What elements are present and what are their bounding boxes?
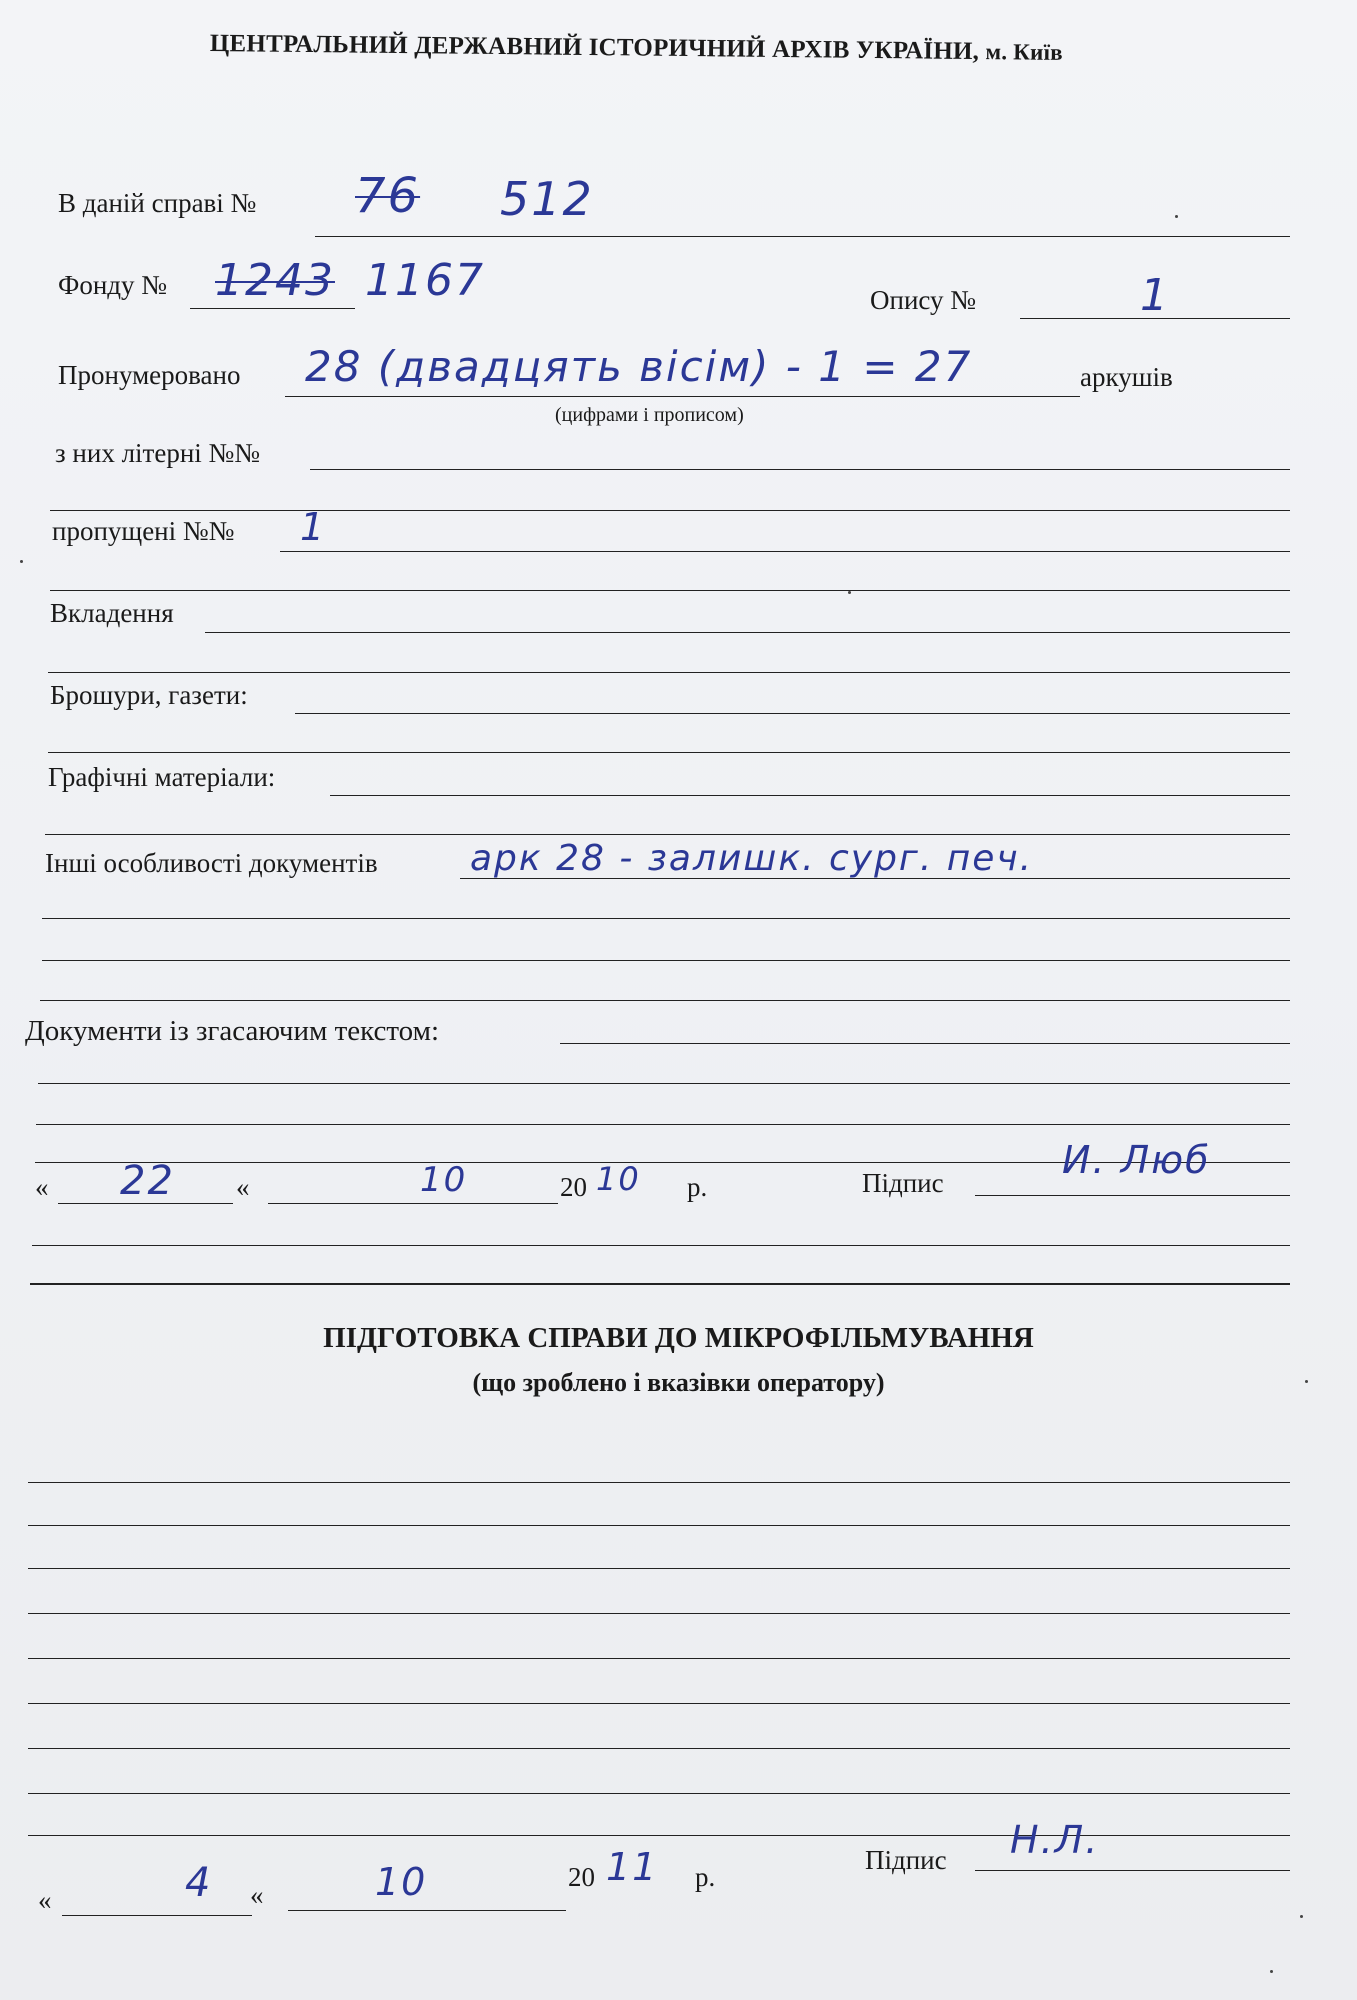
blank-line bbox=[50, 510, 1290, 511]
blank-line bbox=[28, 1482, 1290, 1483]
paper-speck bbox=[1300, 1915, 1303, 1918]
case-value: 512 bbox=[500, 172, 594, 226]
date1-month: 10 bbox=[420, 1160, 468, 1200]
date1-signature: И. Люб bbox=[1062, 1138, 1211, 1182]
paper-speck bbox=[848, 591, 851, 594]
blank-line bbox=[42, 960, 1290, 961]
blank-line bbox=[40, 1000, 1290, 1001]
blank-line bbox=[28, 1525, 1290, 1526]
blank-line bbox=[28, 1703, 1290, 1704]
date1-signature-label: Підпис bbox=[862, 1168, 944, 1198]
brochures-line bbox=[295, 713, 1290, 714]
fond-old-value: 1243 bbox=[215, 255, 335, 306]
fond-label: Фонду № bbox=[58, 270, 168, 300]
blank-line bbox=[36, 1124, 1290, 1125]
blank-line bbox=[28, 1835, 1290, 1836]
case-line bbox=[315, 236, 1290, 237]
skipped-value: 1 bbox=[300, 505, 327, 549]
date1-signature-line bbox=[975, 1195, 1290, 1196]
blank-line bbox=[28, 1748, 1290, 1749]
paper-speck bbox=[20, 560, 23, 563]
fond-line bbox=[190, 308, 355, 309]
skipped-line bbox=[280, 551, 1290, 552]
other-label: Інші особливості документів bbox=[45, 848, 378, 878]
other-value: арк 28 - залишк. сург. печ. bbox=[470, 838, 1034, 879]
blank-line bbox=[28, 1568, 1290, 1569]
fading-line bbox=[560, 1043, 1290, 1044]
numbered-hint: (цифрами і прописом) bbox=[555, 404, 744, 426]
numbered-value: 28 (двадцять вісім) - 1 = 27 bbox=[305, 342, 973, 391]
skipped-label: пропущені №№ bbox=[52, 516, 235, 546]
paper-speck bbox=[1175, 215, 1178, 218]
blank-line bbox=[45, 834, 1290, 835]
case-old-value: 76 bbox=[355, 168, 421, 224]
date2-day-line bbox=[62, 1915, 252, 1916]
blank-line bbox=[50, 590, 1290, 591]
graphic-label: Графічні матеріали: bbox=[48, 762, 276, 792]
attachments-label: Вкладення bbox=[50, 598, 174, 628]
date2-year-prefix: 20 bbox=[568, 1862, 595, 1892]
date1-year-label: р. bbox=[687, 1172, 708, 1202]
fond-value: 1167 bbox=[365, 255, 485, 306]
fading-label: Документи із згасаючим текстом: bbox=[25, 1015, 440, 1047]
archive-name: ЦЕНТРАЛЬНИЙ ДЕРЖАВНИЙ ІСТОРИЧНИЙ АРХІВ УКРАЇНИ, bbox=[209, 30, 980, 66]
date1-close-quote: « bbox=[236, 1172, 250, 1202]
date1-year-suffix: 10 bbox=[596, 1160, 641, 1198]
date2-year-suffix: 11 bbox=[606, 1845, 659, 1889]
blank-line bbox=[38, 1083, 1290, 1084]
case-label: В даній справі № bbox=[58, 188, 257, 218]
section2-title: ПІДГОТОВКА СПРАВИ ДО МІКРОФІЛЬМУВАННЯ bbox=[323, 1322, 1034, 1354]
blank-line bbox=[48, 752, 1290, 753]
date2-year-label: р. bbox=[695, 1862, 716, 1892]
date1-day: 22 bbox=[120, 1158, 175, 1204]
date2-month: 10 bbox=[375, 1860, 428, 1904]
date1-open-quote: « bbox=[35, 1172, 49, 1202]
date2-signature-label: Підпис bbox=[865, 1845, 947, 1875]
paper-speck bbox=[1270, 1970, 1273, 1973]
archive-header bbox=[210, 30, 1310, 70]
blank-line bbox=[48, 672, 1290, 673]
paper-speck bbox=[1305, 1380, 1308, 1383]
brochures-label: Брошури, газети: bbox=[50, 680, 248, 710]
section2-subtitle: (що зроблено і вказівки оператору) bbox=[472, 1368, 885, 1397]
blank-line bbox=[28, 1793, 1290, 1794]
numbered-label: Пронумеровано bbox=[58, 360, 241, 390]
letter-sheets-label: з них літерні №№ bbox=[55, 438, 261, 468]
letter-sheets-line bbox=[310, 469, 1290, 470]
blank-line bbox=[42, 918, 1290, 919]
opys-value: 1 bbox=[1140, 270, 1170, 321]
date1-month-line bbox=[268, 1203, 558, 1204]
date2-signature-line bbox=[975, 1870, 1290, 1871]
date2-month-line bbox=[288, 1910, 566, 1911]
date2-day: 4 bbox=[185, 1860, 213, 1906]
numbered-line bbox=[285, 396, 1080, 397]
blank-line bbox=[28, 1658, 1290, 1659]
graphic-line bbox=[330, 795, 1290, 796]
date2-signature: Н.Л. bbox=[1010, 1818, 1100, 1862]
blank-line bbox=[32, 1245, 1290, 1246]
section-divider bbox=[30, 1283, 1290, 1285]
date2-open-quote: « bbox=[38, 1885, 52, 1915]
attachments-line bbox=[205, 632, 1290, 633]
blank-line bbox=[28, 1613, 1290, 1614]
date2-close-quote: « bbox=[250, 1880, 264, 1910]
numbered-unit: аркушів bbox=[1080, 362, 1173, 392]
archive-city: м. Київ bbox=[985, 39, 1063, 65]
date1-year-prefix: 20 bbox=[560, 1172, 587, 1202]
opys-label: Опису № bbox=[870, 285, 977, 315]
